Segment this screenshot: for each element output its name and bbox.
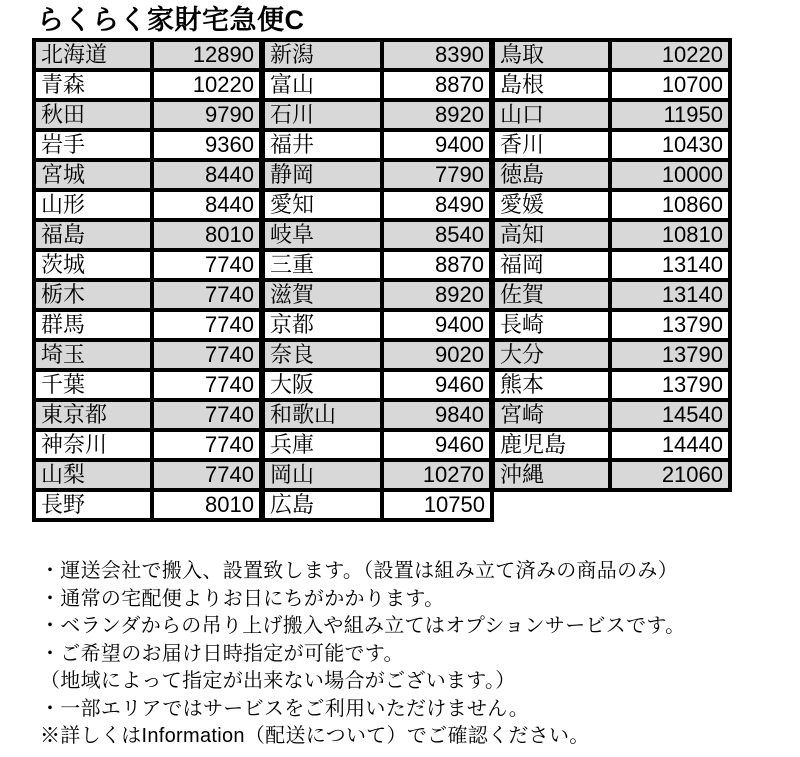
price-cell: 9460 [382, 370, 492, 400]
price-cell: 8920 [382, 280, 492, 310]
prefecture-cell: 埼玉 [34, 340, 152, 370]
prefecture-cell: 群馬 [34, 310, 152, 340]
table-row [34, 340, 730, 370]
price-cell: 7740 [152, 340, 262, 370]
prefecture-cell: 岡山 [262, 460, 382, 490]
prefecture-cell: 奈良 [262, 340, 382, 370]
prefecture-cell: 三重 [262, 250, 382, 280]
price-cell: 8440 [152, 160, 262, 190]
prefecture-cell: 愛知 [262, 190, 382, 220]
note-line: ※詳しくはInformation（配送について）でご確認ください。 [40, 725, 590, 747]
prefecture-cell: 東京都 [34, 400, 152, 430]
prefecture-cell: 静岡 [262, 160, 382, 190]
prefecture-cell: 福井 [262, 130, 382, 160]
page-title: らくらく家財宅急便C [37, 5, 305, 35]
price-cell: 7740 [152, 460, 262, 490]
price-cell: 10750 [382, 490, 492, 520]
prefecture-cell: 島根 [492, 70, 610, 100]
table-row [34, 130, 730, 160]
price-cell: 21060 [610, 460, 730, 490]
prefecture-cell: 福岡 [492, 250, 610, 280]
prefecture-cell: 神奈川 [34, 430, 152, 460]
table-row [34, 100, 730, 130]
prefecture-cell: 新潟 [262, 40, 382, 70]
price-table-body [34, 40, 730, 520]
prefecture-cell: 富山 [262, 70, 382, 100]
price-cell: 10220 [152, 70, 262, 100]
prefecture-cell: 山形 [34, 190, 152, 220]
price-cell: 13790 [610, 370, 730, 400]
table-row [34, 70, 730, 100]
price-cell: 11950 [610, 100, 730, 130]
prefecture-cell: 佐賀 [492, 280, 610, 310]
table-row [34, 190, 730, 220]
table-row [34, 490, 730, 520]
price-cell: 7740 [152, 430, 262, 460]
price-cell: 10430 [610, 130, 730, 160]
empty-cell [492, 490, 610, 520]
prefecture-cell: 青森 [34, 70, 152, 100]
prefecture-cell: 岩手 [34, 130, 152, 160]
table-row [34, 40, 730, 70]
prefecture-cell: 香川 [492, 130, 610, 160]
prefecture-cell: 京都 [262, 310, 382, 340]
price-cell: 13790 [610, 340, 730, 370]
price-cell: 7740 [152, 310, 262, 340]
prefecture-cell: 山梨 [34, 460, 152, 490]
prefecture-cell: 鳥取 [492, 40, 610, 70]
prefecture-cell: 山口 [492, 100, 610, 130]
price-cell: 8010 [152, 490, 262, 520]
prefecture-cell: 千葉 [34, 370, 152, 400]
price-cell: 9840 [382, 400, 492, 430]
price-cell: 10220 [610, 40, 730, 70]
price-cell: 7740 [152, 250, 262, 280]
note-line: ・一部エリアではサービスをご利用いただけません。 [40, 697, 529, 720]
table-row [34, 160, 730, 190]
price-cell: 9790 [152, 100, 262, 130]
note-line: ・ご希望のお届け日時指定が可能です。 [40, 642, 404, 665]
prefecture-cell: 徳島 [492, 160, 610, 190]
table-row [34, 220, 730, 250]
shipping-price-table [32, 38, 732, 522]
empty-cell [610, 490, 730, 520]
price-cell: 7740 [152, 280, 262, 310]
price-cell: 10700 [610, 70, 730, 100]
price-cell: 13790 [610, 310, 730, 340]
prefecture-cell: 高知 [492, 220, 610, 250]
table-row [34, 280, 730, 310]
price-cell: 8010 [152, 220, 262, 250]
note-line: ・ベランダからの吊り上げ搬入や組み立てはオプションサービスです。 [40, 615, 686, 637]
prefecture-cell: 北海道 [34, 40, 152, 70]
prefecture-cell: 茨城 [34, 250, 152, 280]
price-cell: 7790 [382, 160, 492, 190]
price-cell: 9020 [382, 340, 492, 370]
prefecture-cell: 熊本 [492, 370, 610, 400]
prefecture-cell: 鹿児島 [492, 430, 610, 460]
table-row [34, 250, 730, 280]
price-cell: 10860 [610, 190, 730, 220]
price-cell: 9460 [382, 430, 492, 460]
price-cell: 14440 [610, 430, 730, 460]
prefecture-cell: 兵庫 [262, 430, 382, 460]
prefecture-cell: 福島 [34, 220, 152, 250]
price-cell: 9400 [382, 310, 492, 340]
prefecture-cell: 大分 [492, 340, 610, 370]
prefecture-cell: 長野 [34, 490, 152, 520]
delivery-notes [40, 558, 800, 751]
prefecture-cell: 長崎 [492, 310, 610, 340]
table-row [34, 430, 730, 460]
price-cell: 7740 [152, 400, 262, 430]
price-cell: 8540 [382, 220, 492, 250]
prefecture-cell: 愛媛 [492, 190, 610, 220]
table-row [34, 370, 730, 400]
price-cell: 10810 [610, 220, 730, 250]
prefecture-cell: 和歌山 [262, 400, 382, 430]
price-cell: 7740 [152, 370, 262, 400]
note-line: ・運送会社で搬入、設置致します。（設置は組み立て済みの商品のみ） [40, 560, 678, 582]
price-cell: 8440 [152, 190, 262, 220]
price-cell: 9400 [382, 130, 492, 160]
prefecture-cell: 広島 [262, 490, 382, 520]
prefecture-cell: 大阪 [262, 370, 382, 400]
price-cell: 8920 [382, 100, 492, 130]
prefecture-cell: 宮崎 [492, 400, 610, 430]
price-cell: 13140 [610, 250, 730, 280]
price-cell: 8870 [382, 70, 492, 100]
prefecture-cell: 沖縄 [492, 460, 610, 490]
price-cell: 13140 [610, 280, 730, 310]
note-line: （地域によって指定が出来ない場合がございます。） [40, 670, 516, 692]
prefecture-cell: 秋田 [34, 100, 152, 130]
prefecture-cell: 宮城 [34, 160, 152, 190]
table-row [34, 310, 730, 340]
price-cell: 14540 [610, 400, 730, 430]
price-cell: 8490 [382, 190, 492, 220]
price-cell: 8870 [382, 250, 492, 280]
note-line: ・通常の宅配便よりお日にちがかかります。 [40, 587, 445, 610]
price-cell: 12890 [152, 40, 262, 70]
price-cell: 10270 [382, 460, 492, 490]
price-cell: 9360 [152, 130, 262, 160]
price-cell: 10000 [610, 160, 730, 190]
prefecture-cell: 滋賀 [262, 280, 382, 310]
prefecture-cell: 栃木 [34, 280, 152, 310]
prefecture-cell: 岐阜 [262, 220, 382, 250]
price-cell: 8390 [382, 40, 492, 70]
prefecture-cell: 石川 [262, 100, 382, 130]
table-row [34, 460, 730, 490]
table-row [34, 400, 730, 430]
